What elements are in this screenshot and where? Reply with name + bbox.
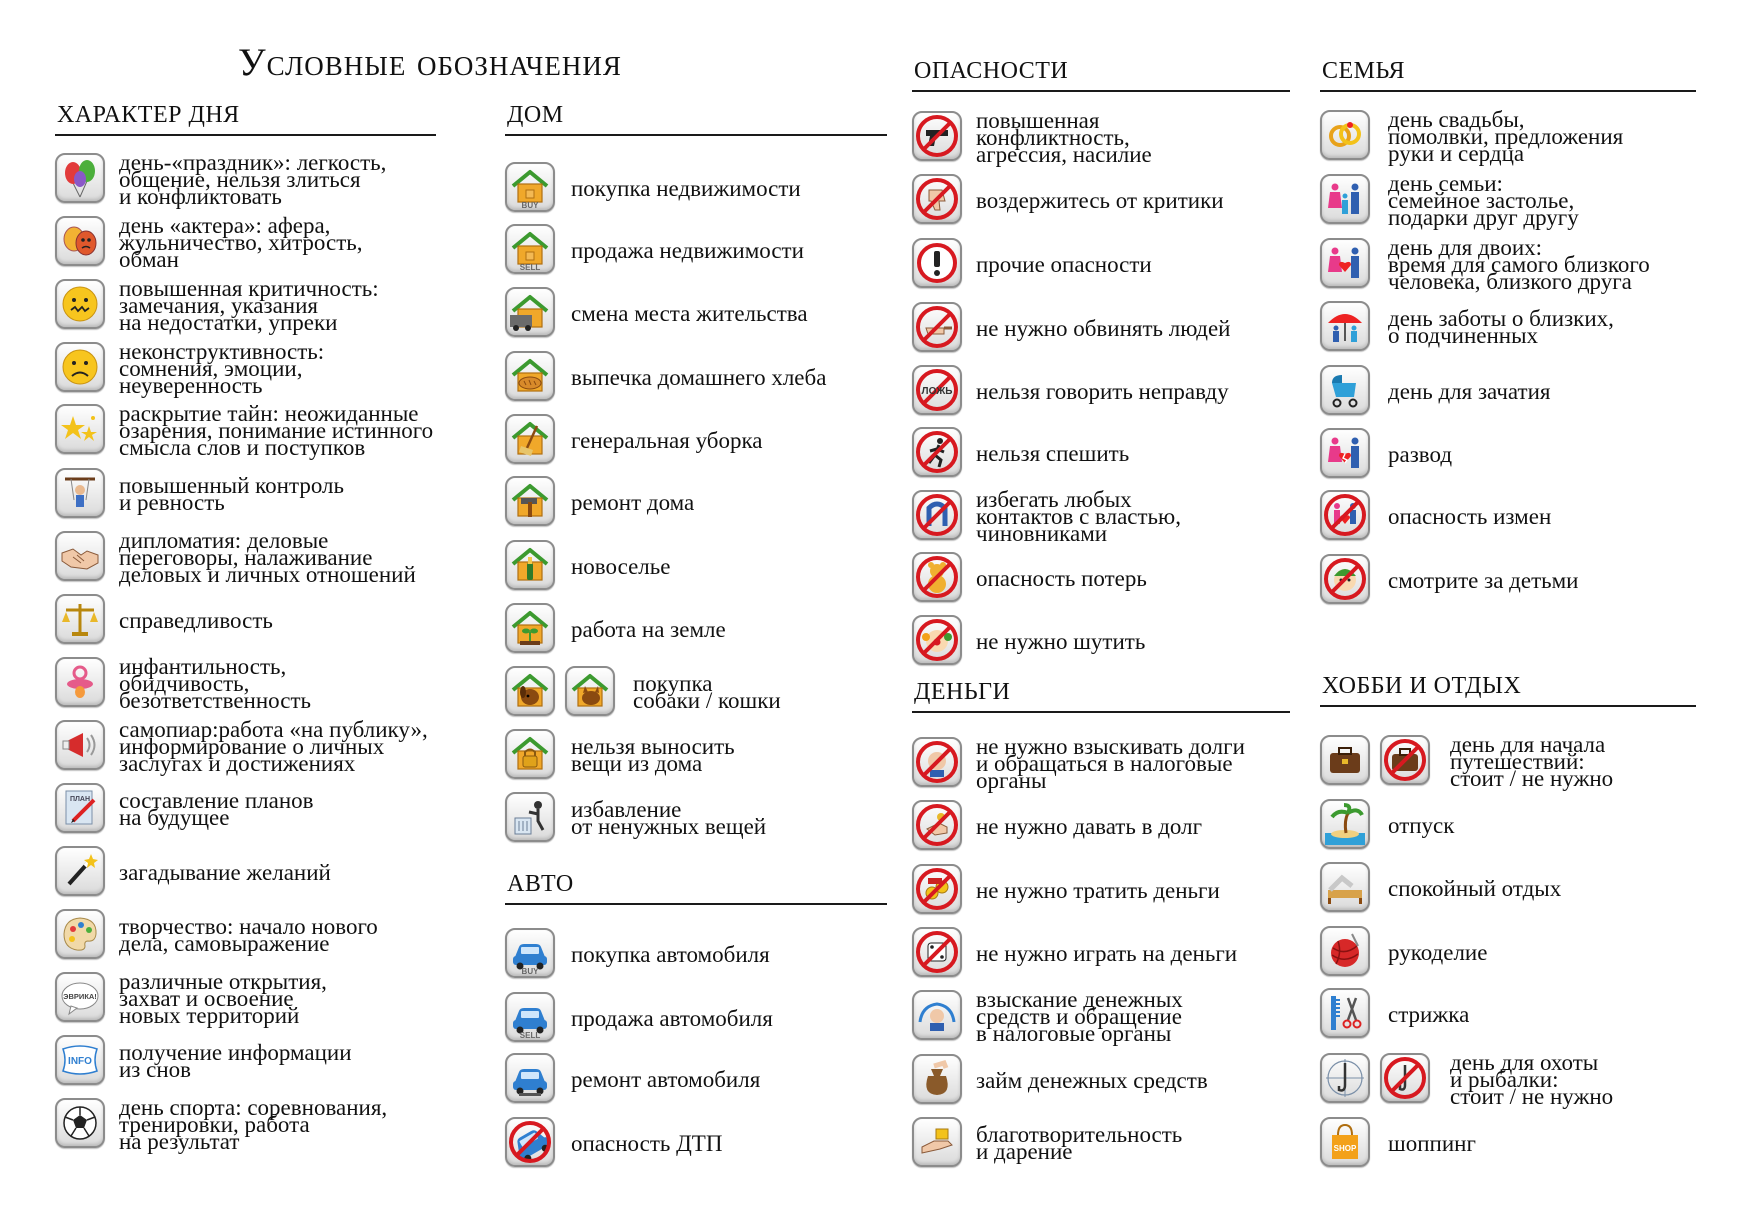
teddy-bear-forbidden-icon [912,552,962,602]
legend-item-label: взыскание денежных средств и обращение в налоговые органы [976,986,1183,1046]
legend-item-label: день для охоты и рыбалки: стоит / не нужно [1450,1049,1614,1109]
suitcase-forbidden-icon [1380,735,1430,785]
legend-item [912,1115,1290,1171]
legend-item-label: опасность потерь [976,565,1147,591]
svg-text:ЛОЖЬ: ЛОЖЬ [921,386,953,397]
legend-item-label: стрижка [1388,1001,1470,1027]
legend-item-label: займ денежных средств [976,1067,1208,1093]
legend-item-label: творчество: начало нового дела, самовыражение [119,914,378,956]
legend-item [912,1052,1290,1108]
legend-item [1320,924,1696,980]
legend-item-icons [912,552,962,604]
legend-item-label: не нужно обвинять людей [976,315,1231,341]
legend-item [912,236,1290,292]
charity-hand-icon [912,1117,962,1167]
authority-forbidden-icon [912,490,962,540]
legend-item [912,488,1290,544]
legend-item-icons [55,404,105,456]
house-hammer-icon [505,476,555,526]
handshake-icon [55,531,105,581]
grimace-face-icon [55,279,105,329]
legend-item-label: покупка недвижимости [571,175,801,201]
legend-item-label: не нужно взыскивать долги и обращаться в налоговые органы [976,733,1245,793]
thumbs-down-forbidden-icon [912,174,962,224]
legend-item-icons [505,992,555,1044]
legend-item-icons [912,302,962,354]
legend-item [55,970,436,1026]
legend-item-label: работа на земле [571,616,726,642]
legend-item-label: не нужно давать в долг [976,813,1203,839]
palette-icon [55,909,105,959]
legend-item [1320,1051,1696,1107]
info-pillow-icon [55,1035,105,1085]
section-heading-text: АВТО [507,871,574,897]
legend-item [505,349,887,405]
legend-item [1320,733,1696,789]
legend-item-icons [1320,1117,1370,1169]
legend-item [912,300,1290,356]
legend-item-icons [55,972,105,1024]
legend-item [1320,552,1696,608]
legend-item [1320,1115,1696,1171]
legend-item-label: благотворительность и дарение [976,1122,1183,1164]
legend-item-label: прочие опасности [976,251,1152,277]
legend-item-icons [912,1117,962,1169]
legend-item-icons [505,603,555,655]
legend-item [1320,363,1696,419]
legend-item-label: не нужно играть на деньги [976,940,1238,966]
section-heading-text: ХОББИ И ОТДЫХ [1322,673,1522,699]
legend-item-icons [1320,490,1370,542]
legend-item [912,109,1290,165]
legend-item-icons [1320,428,1370,480]
legend-item-icons [55,783,105,835]
legend-item [505,160,887,216]
lend-forbidden-icon [912,800,962,850]
legend-item-icons [505,928,555,980]
legend-item [912,735,1290,791]
legend-item-icons [1320,301,1370,353]
puppet-icon [55,468,105,518]
legend-item-icons [912,490,962,542]
legend-item-icons [55,657,105,709]
child-forbidden-icon [1320,554,1370,604]
legend-item [505,412,887,468]
legend-item-label: день для начала путешествий: стоит / не нужно [1450,731,1614,791]
broken-heart-icon [1320,428,1370,478]
legend-item-icons [55,846,105,898]
house-bread-icon [505,351,555,401]
section-heading-character [55,98,436,136]
lie-forbidden-icon [912,365,962,415]
legend-item-icons [505,162,555,214]
legend-item-icons [1320,365,1370,417]
legend-item-label: шоппинг [1388,1130,1476,1156]
relax-bed-icon [1320,862,1370,912]
legend-item-icons [55,468,105,520]
legend-item-icons [1320,238,1370,290]
svg-text:INFO: INFO [68,1056,92,1067]
palm-island-icon [1320,799,1370,849]
legend-item-label: различные открытия, захват и освоение новых территорий [119,968,327,1028]
debt-collect-icon [912,990,962,1040]
sad-face-icon [55,342,105,392]
legend-item-label: не нужно тратить деньги [976,877,1220,903]
svg-text:ЭВРИКА!: ЭВРИКА! [63,992,97,1001]
megaphone-icon [55,720,105,770]
legend-item-icons [912,427,962,479]
house-dog-icon [505,666,555,716]
fishhook-icon [1320,1053,1370,1103]
exclamation-icon [912,238,962,288]
legend-item-label: воздержитесь от критики [976,187,1224,213]
house-cat-icon [565,666,615,716]
house-sell-icon [505,224,555,274]
legend-item-label: получение информации из снов [119,1040,352,1082]
legend-item-icons [1320,735,1430,787]
legend-item-label: день для двоих: время для самого близкого человека, близкого друга [1388,234,1650,294]
legend-item-label: продажа автомобиля [571,1005,773,1031]
legend-item [55,466,436,522]
legend-item [505,926,887,982]
legend-item-icons [505,1053,555,1105]
legend-item [55,151,436,207]
legend-item [1320,488,1696,544]
legend-item [55,718,436,774]
legend-item-icons [505,224,555,276]
legend-item [1320,299,1696,355]
legend-item-icons [505,792,555,844]
legend-item [912,425,1290,481]
legend-item-label: ремонт автомобиля [571,1066,761,1092]
legend-item-icons [55,279,105,331]
stars-icon [55,404,105,454]
legend-item-label: нельзя выносить вещи из дома [571,734,735,776]
legend-item-icons [1320,988,1370,1040]
legend-item-icons [505,351,555,403]
legend-item [55,402,436,458]
theater-masks-icon [55,216,105,266]
car-buy-icon [505,928,555,978]
money-bag-icon [912,1054,962,1104]
legend-item [505,990,887,1046]
page-title: Условные обозначения [238,41,622,84]
legend-item-icons [505,1117,555,1169]
legend-item-icons [1320,174,1370,226]
house-broom-icon [505,414,555,464]
legend-item [912,613,1290,669]
legend-item [55,592,436,648]
legend-item [912,172,1290,228]
soccer-ball-icon [55,1098,105,1148]
legend-item-icons [912,365,962,417]
legend-item-label: выпечка домашнего хлеба [571,364,827,390]
section-heading-home [505,98,887,136]
wedding-rings-icon [1320,110,1370,160]
dice-forbidden-icon [912,927,962,977]
legend-item [1320,172,1696,228]
legend-item [55,844,436,900]
legend-item-label: смотрите за детьми [1388,567,1579,593]
house-champagne-icon [505,540,555,590]
yarn-ball-icon [1320,926,1370,976]
broken-heart-forbidden-icon [1320,490,1370,540]
legend-item-label: справедливость [119,607,273,633]
legend-item-label: день свадьбы, помолвки, предложения руки и сердца [1388,106,1624,166]
legend-item [1320,426,1696,482]
legend-item-icons [912,238,962,290]
section-family [1320,54,1696,593]
legend-item-icons [912,615,962,667]
legend-item-label: раскрытие тайн: неожиданные озарения, понимание истинного смысла слов и поступков [119,400,434,460]
legend-item-icons [505,729,555,781]
section-heading-dangers [912,54,1290,92]
legend-item [505,474,887,530]
legend-item [912,798,1290,854]
legend-item [55,781,436,837]
legend-item [1320,986,1696,1042]
legend-item-label: избегать любых контактов с властью, чиновниками [976,486,1181,546]
suitcase-icon [1320,735,1370,785]
legend-item-icons [912,864,962,916]
shopping-bag-icon [1320,1117,1370,1167]
legend-item-label: составление планов на будущее [119,788,314,830]
legend-item-label: самопиар:работа «на публику», информирование о личных заслугах и достижениях [119,716,428,776]
legend-item-label: нельзя говорить неправду [976,378,1229,404]
legend-item-icons [55,594,105,646]
legend-item [505,601,887,657]
magic-wand-icon [55,846,105,896]
legend-item-label: развод [1388,441,1453,467]
legend-item-label: не нужно шутить [976,628,1146,654]
legend-item [505,1051,887,1107]
house-buy-icon [505,162,555,212]
legend-item-label: опасность ДТП [571,1130,723,1156]
eureka-icon [55,972,105,1022]
section-heading-text: ДОМ [507,102,564,128]
car-sell-icon [505,992,555,1042]
legend-item-label: нельзя спешить [976,440,1130,466]
legend-item [505,222,887,278]
legend-item-label: новоселье [571,553,671,579]
legend-item-label: спокойный отдых [1388,875,1562,901]
debt-collect-forbidden-icon [912,737,962,787]
legend-item-icons [912,737,962,789]
legend-item-label: день спорта: соревнования, тренировки, работа на результат [119,1094,388,1154]
legend-item-label: опасность измен [1388,503,1552,529]
legend-item [1320,236,1696,292]
legend-item [55,529,436,585]
section-heading-money [912,675,1290,713]
pistol-forbidden-icon [912,111,962,161]
section-heading-text: ДЕНЬГИ [914,679,1011,705]
legend-item-label: покупка собаки / кошки [633,671,781,713]
legend-item-icons [1320,554,1370,606]
section-dangers [912,54,1290,654]
legend-item [505,664,887,720]
svg-text:SELL: SELL [519,263,541,272]
stroller-icon [1320,365,1370,415]
clown-forbidden-icon [912,615,962,665]
trash-bin-icon [505,792,555,842]
legend-item-icons [912,1054,962,1106]
fishhook-forbidden-icon [1380,1053,1430,1103]
legend-item-icons [1320,862,1370,914]
legend-item [505,538,887,594]
legend-item-label: повышенная конфликтность, агрессия, насилие [976,107,1152,167]
legend-item [55,655,436,711]
blame-forbidden-icon [912,302,962,352]
legend-item [505,1115,887,1171]
legend-item-label: ремонт дома [571,489,695,515]
legend-item [505,285,887,341]
legend-item-label: продажа недвижимости [571,237,804,263]
legend-item [912,862,1290,918]
running-forbidden-icon [912,427,962,477]
legend-item-label: дипломатия: деловые переговоры, налаживание деловых и личных отношений [119,527,416,587]
spend-forbidden-icon [912,864,962,914]
section-heading-text: СЕМЬЯ [1322,58,1406,84]
scales-icon [55,594,105,644]
legend-item-icons [55,1035,105,1087]
section-heading-hobby [1320,669,1696,707]
legend-item-label: день-«праздник»: легкость, общение, нельзя злиться и конфликтовать [119,149,387,209]
legend-item [55,1096,436,1152]
legend-item-label: неконструктивность: сомнения, эмоции, неуверенность [119,338,325,398]
legend-item-icons [1320,926,1370,978]
legend-item-icons [1320,1053,1430,1105]
legend-item-icons [912,990,962,1042]
legend-item-label: день «актера»: афера, жульничество, хитрость, обман [119,212,363,272]
legend-item-icons [912,174,962,226]
legend-item-icons [55,531,105,583]
car-crash-forbidden-icon [505,1117,555,1167]
legend-item [912,988,1290,1044]
legend-item [1320,797,1696,853]
legend-item-icons [55,342,105,394]
legend-item-label: смена места жительства [571,300,808,326]
legend-item [55,907,436,963]
svg-text:SHOP: SHOP [1333,1144,1357,1153]
legend-item-label: день семьи: семейное застолье, подарки друг другу [1388,170,1579,230]
legend-item [1320,108,1696,164]
legend-item-icons [505,666,615,718]
section-heading-auto [505,867,887,905]
legend-item-icons [912,111,962,163]
legend-item-icons [505,414,555,466]
legend-item-label: генеральная уборка [571,427,763,453]
legend-item-label: отпуск [1388,812,1455,838]
legend-item-label: день для зачатия [1388,378,1551,404]
svg-text:ПЛАН: ПЛАН [69,796,91,803]
section-character [55,98,436,1154]
legend-item [1320,860,1696,916]
section-heading-text: ХАРАКТЕР ДНЯ [57,102,240,128]
legend-item [505,727,887,783]
house-lock-icon [505,729,555,779]
house-plant-icon [505,603,555,653]
section-heading-text: ОПАСНОСТИ [914,58,1069,84]
legend-item-icons [505,476,555,528]
legend-item-icons [1320,110,1370,162]
legend-item-label: повышенная критичность: замечания, указания на недостатки, упреки [119,275,379,335]
balloons-icon [55,153,105,203]
pacifier-icon [55,657,105,707]
section-hobby [1320,669,1696,1156]
svg-text:SELL: SELL [519,1031,541,1040]
legend-item [55,277,436,333]
section-heading-family [1320,54,1696,92]
legend-item-label: загадывание желаний [119,859,331,885]
legend-item-icons [912,927,962,979]
section-auto [505,867,887,1156]
svg-text:BUY: BUY [521,967,539,976]
legend-item-label: покупка автомобиля [571,941,770,967]
legend-item-icons [55,1098,105,1150]
legend-item-icons [55,216,105,268]
legend-item [55,340,436,396]
section-home [505,98,887,839]
comb-scissors-icon [1320,988,1370,1038]
legend-item-icons [55,909,105,961]
legend-item-icons [55,153,105,205]
legend-item-label: день заботы о близких, о подчиненных [1388,306,1614,348]
legend-item [55,1033,436,1089]
legend-item-label: избавление от ненужных вещей [571,797,767,839]
legend-item-icons [55,720,105,772]
legend-item [505,790,887,846]
house-truck-icon [505,287,555,337]
legend-item-icons [912,800,962,852]
umbrella-family-icon [1320,301,1370,351]
legend-item [912,363,1290,419]
legend-item [55,214,436,270]
legend-item [912,925,1290,981]
couple-heart-icon [1320,238,1370,288]
legend-item [912,550,1290,606]
legend-item-icons [505,540,555,592]
legend-item-icons [505,287,555,339]
legend-item-label: инфантильность, обидчивость, безответственность [119,653,311,713]
family-icon [1320,174,1370,224]
legend-item-icons [1320,799,1370,851]
svg-text:BUY: BUY [521,201,539,210]
section-money [912,675,1290,1164]
legend-item-label: рукоделие [1388,939,1488,965]
legend-item-label: повышенный контроль и ревность [119,473,344,515]
car-repair-icon [505,1053,555,1103]
plan-icon [55,783,105,833]
